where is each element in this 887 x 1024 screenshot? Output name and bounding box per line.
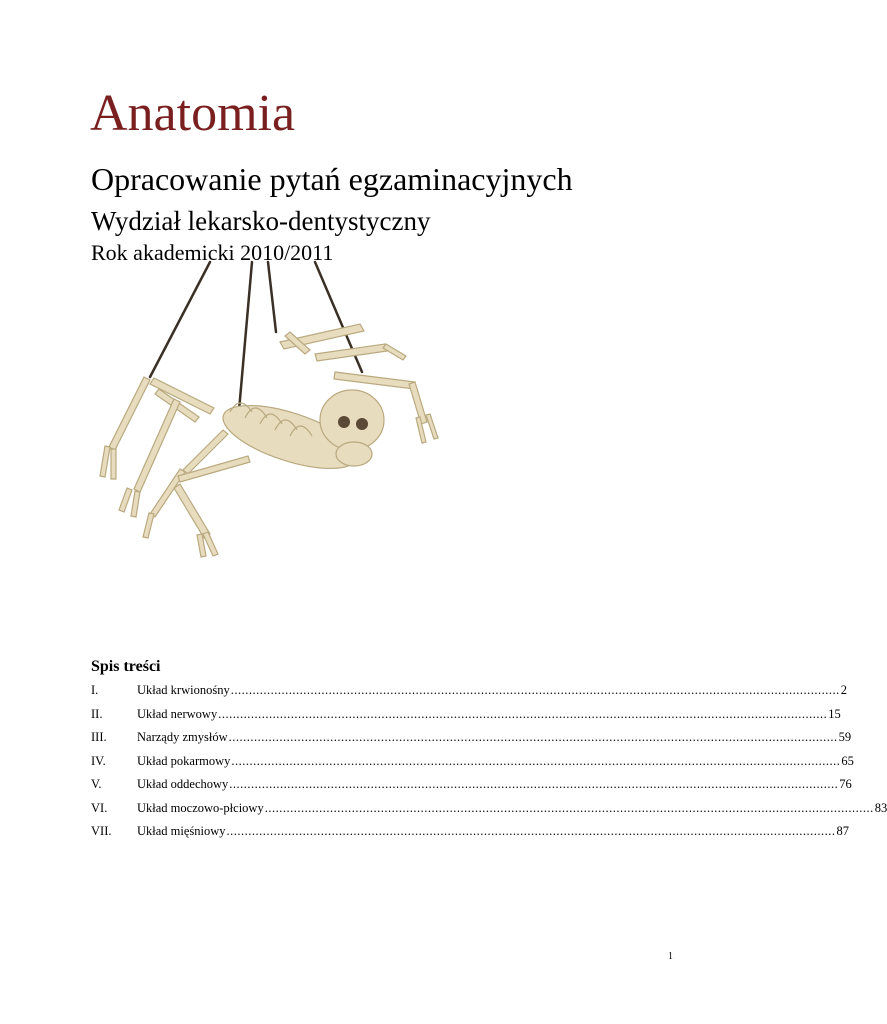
- toc-entry-page: 2: [840, 683, 847, 697]
- toc-dot-leader: ........................................................................................................................................................................: [231, 753, 841, 768]
- toc-entry-label: Układ nerwowy: [137, 706, 218, 721]
- toc-entry-number: III.: [91, 730, 107, 744]
- faculty-name: Wydział lekarsko-dentystyczny: [91, 206, 431, 236]
- toc-entry-page: 83: [874, 800, 887, 815]
- toc-entry[interactable]: [91, 727, 852, 751]
- academic-year: Rok akademicki 2010/2011: [91, 240, 334, 265]
- toc-entry-page: 76: [839, 777, 852, 791]
- toc-entry[interactable]: [91, 774, 852, 798]
- toc-entry-number: II.: [91, 706, 103, 721]
- toc-entry-number: V.: [91, 777, 102, 791]
- toc-entry[interactable]: [91, 704, 841, 728]
- toc-entry-label: Układ moczowo-płciowy: [137, 800, 264, 815]
- hanging-skeleton-illustration: [90, 262, 460, 602]
- toc-entry-number: VII.: [91, 824, 112, 838]
- toc-entry[interactable]: [91, 680, 847, 704]
- document-title: Anatomia: [90, 85, 296, 142]
- toc-entry-label: Narządy zmysłów: [137, 730, 228, 744]
- toc-dot-leader: ........................................................................................................................................................................: [226, 824, 836, 838]
- table-of-contents: [91, 680, 887, 845]
- toc-entry-number: IV.: [91, 753, 106, 768]
- toc-entry-number: VI.: [91, 800, 108, 815]
- toc-entry-number: I.: [91, 683, 99, 697]
- toc-entry-page: 15: [828, 706, 841, 721]
- toc-entry-label: Układ oddechowy: [137, 777, 229, 791]
- toc-entry[interactable]: [91, 751, 854, 775]
- toc-entry-label: Układ pokarmowy: [137, 753, 231, 768]
- toc-dot-leader: ........................................................................................................................................................................: [230, 683, 840, 697]
- toc-dot-leader: ........................................................................................................................................................................: [229, 777, 839, 791]
- toc-entry-page: 87: [836, 824, 850, 838]
- toc-entry-label: Układ krwionośny: [137, 683, 230, 697]
- toc-dot-leader: ........................................................................................................................................................................: [264, 800, 874, 815]
- toc-entry-page: 65: [841, 753, 854, 768]
- toc-entry-label: Układ mięśniowy: [137, 824, 226, 838]
- page-number: 1: [668, 951, 673, 962]
- toc-entry-page: 59: [838, 730, 852, 744]
- toc-dot-leader: ........................................................................................................................................................................: [218, 706, 828, 721]
- toc-entry[interactable]: [91, 821, 850, 845]
- toc-entry[interactable]: [91, 798, 887, 822]
- toc-heading: Spis treści: [91, 658, 161, 675]
- toc-dot-leader: ........................................................................................................................................................................: [228, 730, 838, 744]
- document-subtitle: Opracowanie pytań egzaminacyjnych: [91, 161, 573, 197]
